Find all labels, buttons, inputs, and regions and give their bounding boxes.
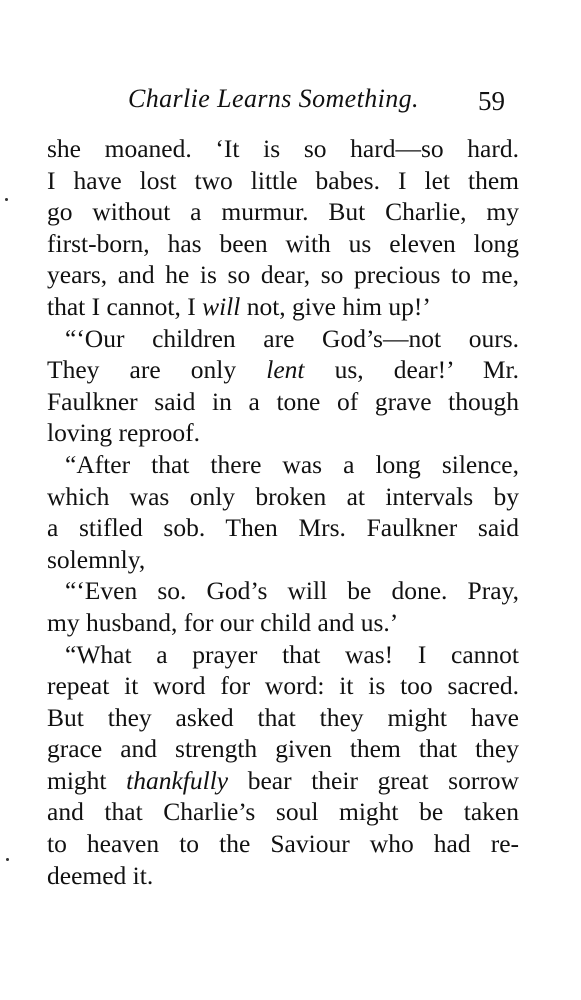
text-line <box>47 417 519 449</box>
text-segment: Faulkner said in a tone of grave though <box>47 386 519 416</box>
text-segment: bear their great sorrow <box>228 765 519 795</box>
text-line <box>47 133 519 165</box>
text-line <box>47 386 519 418</box>
page-number: 59 <box>478 86 505 116</box>
text-segment: I have lost two little babes. I let them <box>47 165 519 195</box>
text-segment: repeat it word for word: it is too sacred. <box>47 671 519 701</box>
text-line <box>47 765 519 797</box>
text-line <box>47 575 519 607</box>
text-line <box>47 323 519 355</box>
text-segment: “‘Even so. God’s will be done. Pray, <box>65 576 519 606</box>
text-line <box>47 259 519 291</box>
text-line <box>47 639 519 671</box>
text-segment: They are only <box>47 355 267 385</box>
text-segment: “‘Our children are God’s—not ours. <box>65 323 519 353</box>
text-line <box>47 733 519 765</box>
text-segment: first-born, has been with us eleven long <box>47 228 519 258</box>
text-segment: might <box>47 765 127 795</box>
text-segment: But they asked that they might have <box>47 702 519 732</box>
text-segment: to heaven to the Saviour who had re- <box>47 829 519 859</box>
text-line <box>47 512 519 544</box>
text-segment: “After that there was a long silence, <box>65 449 519 479</box>
italic-text: will <box>202 291 241 321</box>
text-segment: she moaned. ‘It is so hard—so hard. <box>47 134 519 163</box>
text-segment: my husband, for our child and us.’ <box>47 607 399 637</box>
text-segment: grace and strength given them that they <box>47 734 519 764</box>
page-header <box>0 84 581 124</box>
text-line <box>47 607 519 639</box>
text-line <box>47 670 519 702</box>
text-segment: “What a prayer that was! I cannot <box>65 639 519 669</box>
text-segment: not, give him up!’ <box>240 291 431 321</box>
text-line <box>47 165 519 197</box>
text-line <box>47 702 519 734</box>
text-line <box>47 354 519 386</box>
body-text <box>47 133 519 891</box>
text-segment: which was only broken at intervals by <box>47 481 519 511</box>
text-line <box>47 481 519 513</box>
text-segment: loving reproof. <box>47 418 200 448</box>
text-line <box>47 196 519 228</box>
text-segment: a stifled sob. Then Mrs. Faulkner said <box>47 513 519 543</box>
text-segment: us, dear!’ Mr. <box>304 355 520 385</box>
text-line <box>47 228 519 260</box>
text-line <box>47 544 519 576</box>
text-line <box>47 828 519 860</box>
text-line <box>47 860 519 892</box>
running-title: Charlie Learns Something. <box>128 84 419 113</box>
text-segment: that I cannot, I <box>47 291 203 321</box>
text-line <box>47 796 519 828</box>
text-segment: deemed it. <box>47 860 154 890</box>
italic-text: thankfully <box>126 765 229 795</box>
text-segment: go without a murmur. But Charlie, my <box>47 197 519 227</box>
italic-text: lent <box>266 355 305 385</box>
text-segment: solemnly, <box>47 544 146 574</box>
scan-speck <box>5 198 8 201</box>
text-line <box>47 291 519 323</box>
text-segment: years, and he is so dear, so precious to me, <box>47 260 519 290</box>
text-segment: and that Charlie’s soul might be taken <box>47 797 519 827</box>
text-line <box>47 449 519 481</box>
scan-speck <box>6 858 9 861</box>
